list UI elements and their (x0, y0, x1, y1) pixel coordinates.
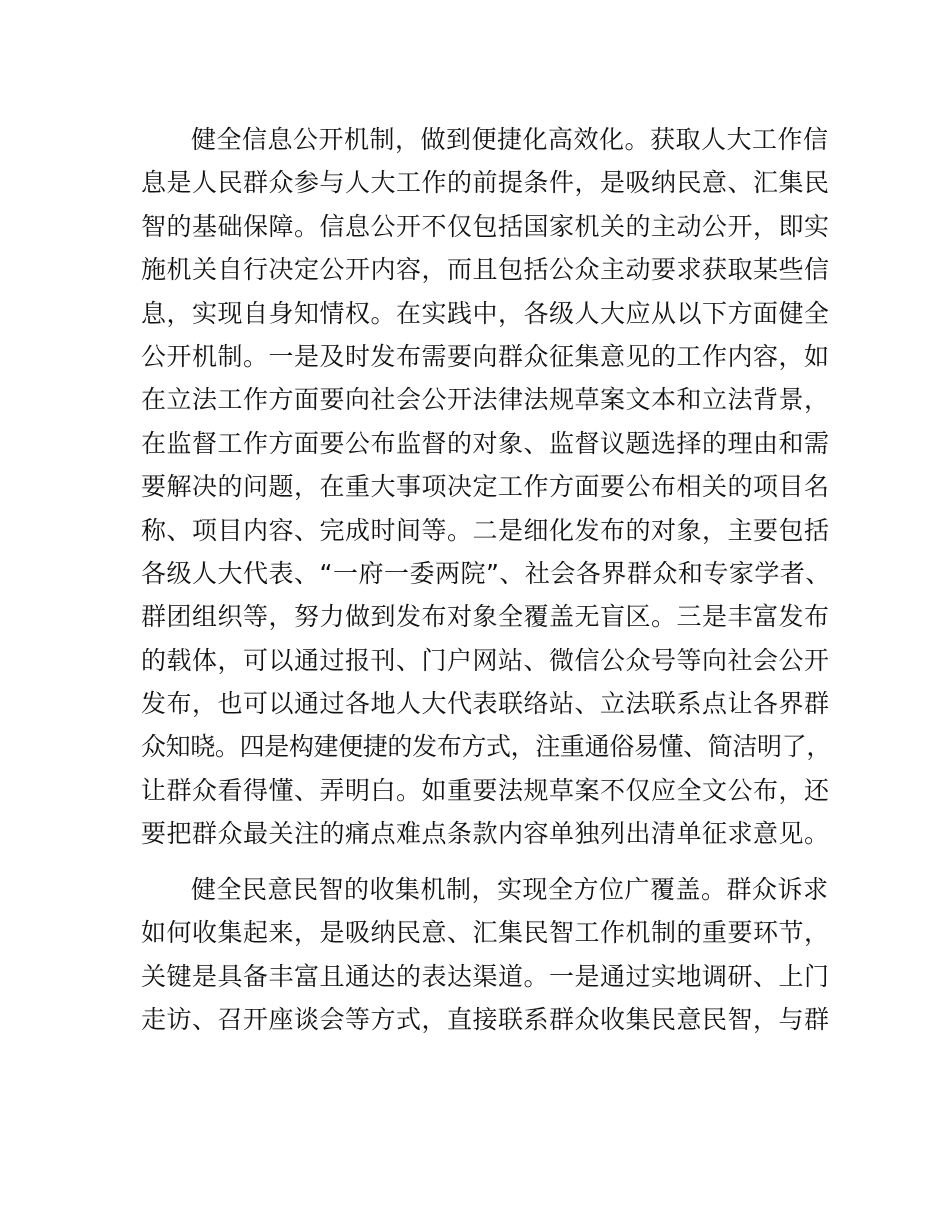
text-line: 要把群众最关注的痛点难点条款内容单独列出清单征求意见。 (141, 819, 830, 849)
text-line: 走访、召开座谈会等方式，直接联系群众收集民意民智，与群 (141, 1005, 830, 1035)
text-line: 众知晓。四是构建便捷的发布方式，注重通俗易懂、简洁明了， (141, 732, 831, 762)
text-line: 各级人大代表、“一府一委两院”、社会各界群众和专家学者、 (141, 558, 831, 588)
text-line: 关键是具备丰富且通达的表达渠道。一是通过实地调研、上门 (141, 961, 830, 991)
paragraph-opinion-collection (141, 868, 831, 1042)
text-line: 公开机制。一是及时发布需要向群众征集意见的工作内容，如 (141, 341, 830, 371)
text-line: 息是人民群众参与人大工作的前提条件，是吸纳民意、汇集民 (141, 168, 830, 198)
text-line: 在立法工作方面要向社会公开法律法规草案文本和立法背景， (141, 385, 830, 415)
text-line: 如何收集起来，是吸纳民意、汇集民智工作机制的重要环节， (141, 918, 830, 948)
text-line: 的载体，可以通过报刊、门户网站、微信公众号等向社会公开 (141, 645, 830, 675)
paragraph-info-disclosure (141, 118, 831, 856)
text-line: 在监督工作方面要公布监督的对象、监督议题选择的理由和需 (141, 428, 830, 458)
text-line: 健全信息公开机制，做到便捷化高效化。获取人大工作信 (191, 125, 829, 154)
text-line: 让群众看得懂、弄明白。如重要法规草案不仅应全文公布，还 (141, 775, 830, 805)
text-line: 群团组织等，努力做到发布对象全覆盖无盲区。三是丰富发布 (141, 602, 830, 632)
text-line: 称、项目内容、完成时间等。二是细化发布的对象，主要包括 (141, 515, 830, 545)
text-line: 健全民意民智的收集机制，实现全方位广覆盖。群众诉求 (191, 875, 829, 904)
text-line: 智的基础保障。信息公开不仅包括国家机关的主动公开，即实 (141, 211, 830, 241)
text-line: 息，实现自身知情权。在实践中，各级人大应从以下方面健全 (141, 298, 830, 328)
text-line: 发布，也可以通过各地人大代表联络站、立法联系点让各界群 (141, 689, 830, 719)
text-line: 要解决的问题，在重大事项决定工作方面要公布相关的项目名 (141, 472, 830, 502)
text-line: 施机关自行决定公开内容，而且包括公众主动要求获取某些信 (141, 255, 830, 285)
